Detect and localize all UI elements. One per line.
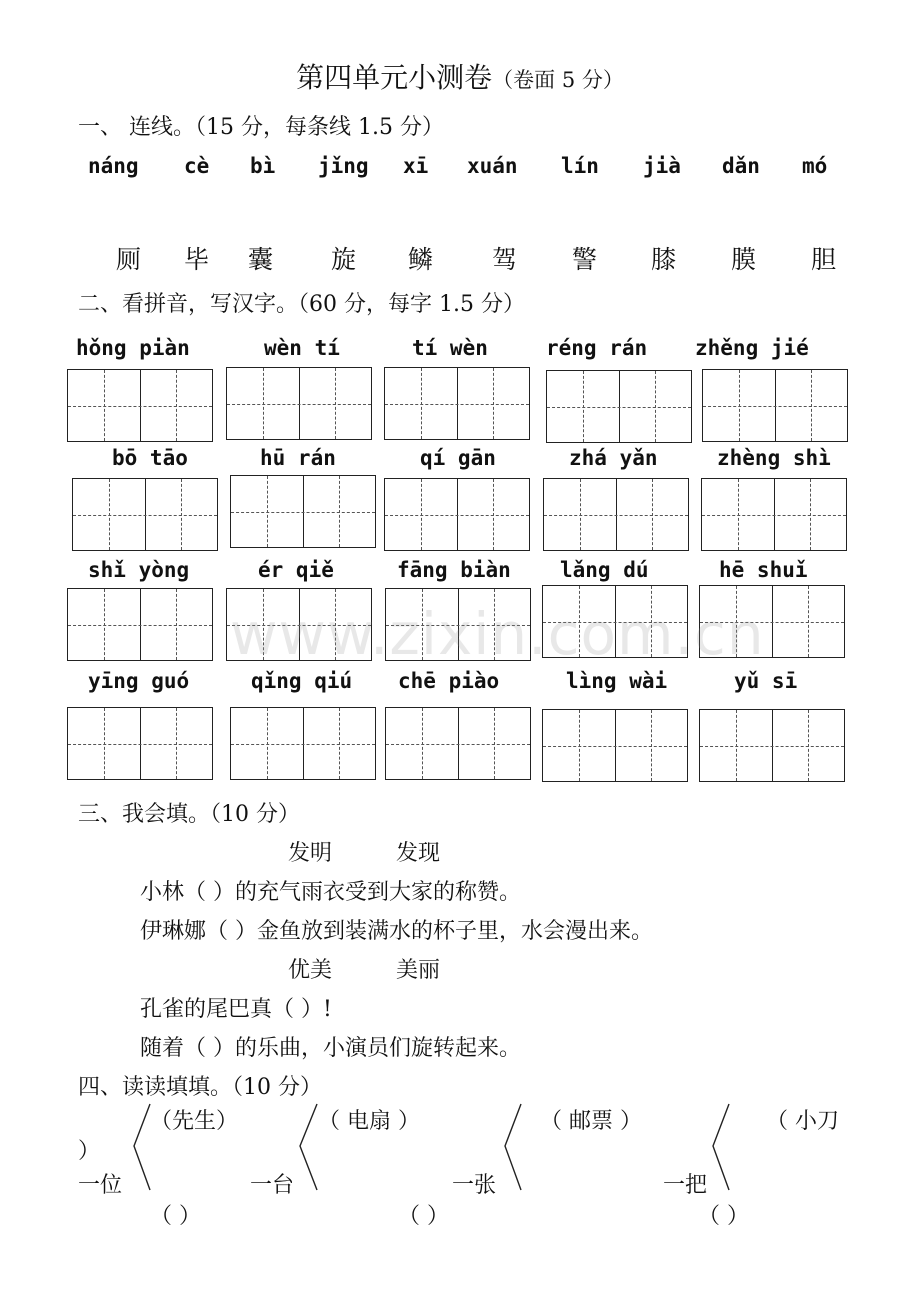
brace-left xyxy=(505,1104,521,1190)
hanzi-item: 旋 xyxy=(331,245,357,274)
fill-sentence: 随着（ ）的乐曲，小演员们旋转起来。 xyxy=(140,1036,521,1061)
measure-word: 一把 xyxy=(663,1173,708,1198)
fill-sentence: 孔雀的尾巴真（ ）! xyxy=(140,997,332,1022)
pinyin-item: cè xyxy=(184,154,210,178)
title-note: （卷面 5 分） xyxy=(492,68,624,92)
grid-pinyin-label: bō tāo xyxy=(112,446,188,470)
fill-sentence: 小林（ ）的充气雨衣受到大家的称赞。 xyxy=(140,880,521,905)
grid-pinyin-label: hǒng piàn xyxy=(76,336,190,360)
grid-pinyin-label: réng rán xyxy=(546,336,648,360)
grid-pinyin-label: lìng wài xyxy=(566,669,668,693)
group-top: （ 电扇 ） xyxy=(318,1109,420,1134)
hanzi-item: 鳞 xyxy=(408,245,434,274)
brace-left xyxy=(134,1104,150,1190)
fill-sentence: 伊琳娜（ ）金鱼放到装满水的杯子里，水会漫出来。 xyxy=(140,919,653,944)
grid-pinyin-label: lǎng dú xyxy=(560,558,649,582)
group-top: （ 邮票 ） xyxy=(540,1109,642,1134)
grid-pinyin-label: wèn tí xyxy=(264,336,340,360)
grid-pinyin-label: yǔ sī xyxy=(734,669,798,693)
hanzi-item: 膝 xyxy=(651,245,677,274)
measure-word: 一张 xyxy=(452,1173,497,1198)
grid-pinyin-label: qí gān xyxy=(420,446,496,470)
hanzi-item: 膜 xyxy=(731,245,757,274)
grid-pinyin-label: yīng guó xyxy=(88,669,190,693)
brace-left xyxy=(300,1104,317,1190)
grid-pinyin-label: zhěng jié xyxy=(695,336,809,360)
pinyin-item: dǎn xyxy=(722,154,760,178)
measure-word: 一位 xyxy=(78,1173,123,1198)
grid-pinyin-label: fāng biàn xyxy=(397,558,511,582)
hanzi-item: 警 xyxy=(572,245,598,274)
group-top: （先生） xyxy=(150,1109,239,1134)
pinyin-item: lín xyxy=(561,154,599,178)
measure-word: 一台 xyxy=(250,1173,295,1198)
grid-pinyin-label: hū rán xyxy=(260,446,336,470)
hanzi-item: 毕 xyxy=(184,245,210,274)
pinyin-item: bì xyxy=(250,154,276,178)
pinyin-item: xī xyxy=(403,154,429,178)
group-top: （ 小刀 xyxy=(766,1109,839,1134)
grid-pinyin-label: hē shuǐ xyxy=(719,558,808,582)
pinyin-item: náng xyxy=(88,154,139,178)
title-main: 第四单元小测卷 xyxy=(296,61,493,94)
option-word: 发明 xyxy=(288,841,333,866)
grid-pinyin-label: ér qiě xyxy=(258,558,334,582)
group-bottom: （ ） xyxy=(398,1204,449,1229)
overflow-paren: ） xyxy=(78,1139,101,1164)
grid-pinyin-label: qǐng qiú xyxy=(251,669,353,693)
section2-heading: 二、看拼音，写汉字。（60 分，每字 1.5 分） xyxy=(78,292,525,317)
section3-heading: 三、我会填。（10 分） xyxy=(78,802,300,827)
pinyin-item: xuán xyxy=(467,154,518,178)
pinyin-item: mó xyxy=(802,154,828,178)
section1-heading: 一、 连线。（15 分，每条线 1.5 分） xyxy=(78,115,444,140)
option-word: 发现 xyxy=(396,841,441,866)
section4-heading: 四、读读填填。（10 分） xyxy=(78,1075,322,1100)
grid-pinyin-label: chē piào xyxy=(398,669,500,693)
hanzi-item: 胆 xyxy=(811,245,837,274)
hanzi-item: 囊 xyxy=(248,245,274,274)
pinyin-item: jǐng xyxy=(318,154,369,178)
brace-left xyxy=(713,1104,729,1190)
grid-pinyin-label: zhá yǎn xyxy=(569,446,658,470)
hanzi-item: 厕 xyxy=(116,245,142,274)
group-bottom: （ ） xyxy=(150,1204,201,1229)
grid-pinyin-label: shǐ yòng xyxy=(88,558,190,582)
option-word: 优美 xyxy=(288,958,333,983)
option-word: 美丽 xyxy=(396,958,441,983)
grid-pinyin-label: zhèng shì xyxy=(717,446,831,470)
watermark: www.zixin.com.cn xyxy=(230,600,765,668)
pinyin-item: jià xyxy=(643,154,681,178)
group-bottom: （ ） xyxy=(698,1204,749,1229)
grid-pinyin-label: tí wèn xyxy=(412,336,488,360)
hanzi-item: 驾 xyxy=(492,245,518,274)
